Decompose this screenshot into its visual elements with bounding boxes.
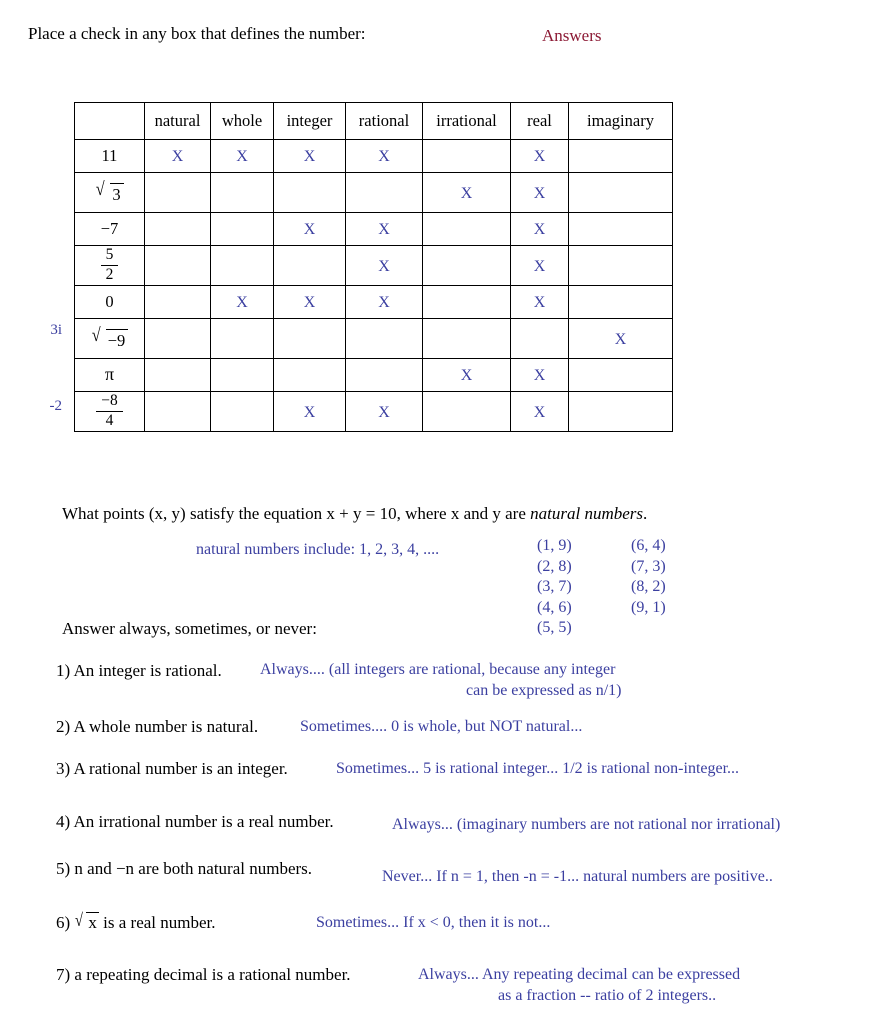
row-label: −7 [100, 219, 119, 238]
cell-irrational[interactable] [423, 286, 511, 319]
cell-rational[interactable] [346, 392, 423, 432]
points-question-text: What points (x, y) satisfy the equation x + y = 10, where x and y are [62, 504, 531, 523]
question-6-text [56, 912, 216, 933]
row-label-cell [75, 319, 145, 359]
cell-rational[interactable] [346, 173, 423, 213]
table-header-row [75, 103, 673, 140]
column-header-whole: whole [211, 103, 274, 140]
cell-whole[interactable] [211, 173, 274, 213]
row-label-cell [75, 246, 145, 286]
check-mark: X [303, 294, 316, 311]
question-5-text: 5) n and −n are both natural numbers. [56, 859, 313, 878]
cell-integer[interactable] [274, 359, 346, 392]
check-mark: X [303, 221, 316, 238]
question-6-answer: Sometimes... If x < 0, then it is not... [316, 914, 551, 931]
cell-whole[interactable] [211, 286, 274, 319]
table-row [75, 319, 673, 359]
margin-note-sqrt-neg9: 3i [50, 322, 62, 338]
cell-irrational[interactable] [423, 359, 511, 392]
cell-irrational[interactable] [423, 246, 511, 286]
radicand: 3 [110, 183, 123, 205]
row-label-cell [75, 359, 145, 392]
question-1-answer [260, 661, 615, 679]
point-pair: (6, 4) [631, 537, 666, 554]
cell-natural[interactable] [145, 140, 211, 173]
cell-real[interactable] [511, 140, 569, 173]
question-4-text: 4) An irrational number is a real number. [56, 812, 334, 831]
column-header-real: real [511, 103, 569, 140]
table-body [75, 140, 673, 432]
row-label-cell [75, 140, 145, 173]
check-mark: X [236, 294, 248, 311]
question-4-answer: Always... (imaginary numbers are not rational nor irrational) [392, 816, 781, 833]
question-7-text: 7) a repeating decimal is a rational number. [56, 965, 351, 984]
table-row [75, 286, 673, 319]
table-row [75, 359, 673, 392]
margin-note-neg8-over-4: -2 [49, 398, 62, 414]
cell-natural[interactable] [145, 359, 211, 392]
row-label: 0 [105, 292, 114, 311]
question-1-text: 1) An integer is rational. [56, 661, 222, 680]
fraction-numerator: −8 [96, 393, 123, 411]
table-row [75, 213, 673, 246]
check-mark: X [533, 148, 546, 165]
cell-rational[interactable] [346, 246, 423, 286]
row-label-cell [75, 286, 145, 319]
point-pair: (1, 9) [537, 537, 572, 554]
answers-heading: Answers [542, 26, 602, 45]
cell-imaginary[interactable] [569, 246, 673, 286]
cell-natural[interactable] [145, 246, 211, 286]
cell-rational[interactable] [346, 359, 423, 392]
check-mark: X [303, 403, 316, 421]
question-1-explanation-line2: can be expressed as n/1) [466, 682, 622, 699]
row-label-cell [75, 173, 145, 213]
cell-real[interactable] [511, 286, 569, 319]
cell-natural[interactable] [145, 319, 211, 359]
table-row [75, 246, 673, 286]
point-pair: (8, 2) [631, 578, 666, 595]
pi-symbol: π [104, 364, 115, 384]
radical-sign: √ [75, 910, 84, 930]
point-pair: (5, 5) [537, 619, 572, 636]
cell-integer[interactable] [274, 140, 346, 173]
cell-whole[interactable] [211, 140, 274, 173]
check-mark: X [533, 367, 546, 384]
table-row [75, 392, 673, 432]
cell-whole[interactable] [211, 246, 274, 286]
check-mark: X [171, 148, 184, 165]
column-header-blank [75, 103, 145, 140]
fraction-denominator: 2 [105, 265, 114, 283]
point-pair: (9, 1) [631, 598, 666, 616]
natural-numbers-hint: natural numbers include: 1, 2, 3, 4, .... [196, 541, 440, 558]
cell-real[interactable] [511, 246, 569, 286]
square-root-icon [95, 178, 123, 205]
cell-natural[interactable] [145, 213, 211, 246]
fraction-denominator: 4 [105, 411, 114, 429]
column-header-rational: rational [346, 103, 423, 140]
check-mark: X [378, 148, 390, 165]
point-pair: (2, 8) [537, 557, 572, 575]
points-answer-column-1 [537, 536, 572, 639]
worksheet-instruction: Place a check in any box that defines the number: [28, 24, 366, 43]
cell-real[interactable] [511, 392, 569, 432]
cell-integer[interactable] [274, 392, 346, 432]
cell-imaginary[interactable] [569, 392, 673, 432]
cell-whole[interactable] [211, 359, 274, 392]
cell-rational[interactable] [346, 213, 423, 246]
point-pair: (4, 6) [537, 598, 572, 616]
cell-rational[interactable] [346, 319, 423, 359]
cell-whole[interactable] [211, 319, 274, 359]
column-header-integer: integer [274, 103, 346, 140]
square-root-icon [74, 912, 99, 933]
radical-sign: √ [91, 324, 101, 346]
column-header-imaginary: imaginary [569, 103, 673, 140]
cell-integer[interactable] [274, 246, 346, 286]
check-mark: X [378, 403, 390, 421]
question-3-answer: Sometimes... 5 is rational integer... 1/2 is rational non-integer... [336, 760, 740, 777]
cell-irrational[interactable] [423, 213, 511, 246]
cell-imaginary[interactable] [569, 286, 673, 319]
column-header-irrational: irrational [423, 103, 511, 140]
check-mark: X [533, 257, 546, 275]
column-header-natural: natural [145, 103, 211, 140]
table-row [75, 140, 673, 173]
question-2-text: 2) A whole number is natural. [56, 717, 259, 736]
cell-integer[interactable] [274, 286, 346, 319]
points-question-end: . [643, 504, 648, 523]
cell-imaginary[interactable] [569, 140, 673, 173]
cell-natural[interactable] [145, 286, 211, 319]
check-mark: X [533, 403, 546, 421]
check-mark: X [378, 294, 390, 311]
check-mark: X [378, 221, 390, 238]
square-root-icon [91, 324, 129, 351]
question-5-answer: Never... If n = 1, then -n = -1... natural numbers are positive.. [382, 868, 773, 885]
point-pair: (3, 7) [537, 578, 572, 595]
cell-integer[interactable] [274, 319, 346, 359]
question-6-radicand: x [88, 913, 97, 932]
question-6-suffix: is a real number. [98, 913, 216, 932]
cell-irrational[interactable] [423, 392, 511, 432]
question-7-answer: Always... Any repeating decimal can be expressed [418, 966, 741, 983]
cell-whole[interactable] [211, 213, 274, 246]
points-answer-column-2 [631, 536, 666, 618]
cell-irrational[interactable] [423, 173, 511, 213]
fraction [101, 247, 119, 283]
row-label-cell [75, 213, 145, 246]
cell-real[interactable] [511, 213, 569, 246]
points-question [62, 504, 647, 524]
cell-imaginary[interactable] [569, 213, 673, 246]
radicand: −9 [106, 329, 129, 351]
cell-real[interactable] [511, 173, 569, 213]
question-1-explanation: (all integers are rational, because any integer [328, 661, 616, 678]
number-classification-table [74, 102, 673, 432]
question-7-explanation-line2: as a fraction -- ratio of 2 integers.. [498, 987, 717, 1004]
fraction-numerator: 5 [101, 247, 119, 265]
cell-irrational[interactable] [423, 319, 511, 359]
point-pair: (7, 3) [631, 557, 666, 575]
table-row [75, 173, 673, 213]
cell-real[interactable] [511, 319, 569, 359]
check-mark: X [614, 330, 627, 348]
question-1-verdict: Always.... [260, 661, 325, 678]
question-6-prefix: 6) [56, 913, 75, 932]
cell-integer[interactable] [274, 213, 346, 246]
check-mark: X [236, 148, 248, 165]
cell-imaginary[interactable] [569, 359, 673, 392]
question-3-text: 3) A rational number is an integer. [56, 759, 288, 778]
check-mark: X [533, 221, 546, 238]
cell-whole[interactable] [211, 392, 274, 432]
cell-real[interactable] [511, 359, 569, 392]
cell-rational[interactable] [346, 286, 423, 319]
points-question-italic: natural numbers [530, 504, 644, 523]
asn-instruction: Answer always, sometimes, or never: [62, 619, 317, 638]
cell-irrational[interactable] [423, 140, 511, 173]
row-label: 11 [101, 146, 118, 165]
cell-imaginary[interactable] [569, 173, 673, 213]
check-mark: X [533, 294, 546, 311]
fraction [96, 393, 123, 429]
row-label-cell [75, 392, 145, 432]
check-mark: X [533, 184, 546, 202]
radical-sign: √ [96, 178, 106, 200]
check-mark: X [460, 367, 473, 384]
cell-rational[interactable] [346, 140, 423, 173]
question-2-answer: Sometimes.... 0 is whole, but NOT natural... [300, 718, 583, 735]
check-mark: X [460, 184, 473, 202]
check-mark: X [378, 257, 390, 275]
cell-natural[interactable] [145, 173, 211, 213]
cell-natural[interactable] [145, 392, 211, 432]
cell-imaginary[interactable] [569, 319, 673, 359]
check-mark: X [303, 148, 316, 165]
cell-integer[interactable] [274, 173, 346, 213]
